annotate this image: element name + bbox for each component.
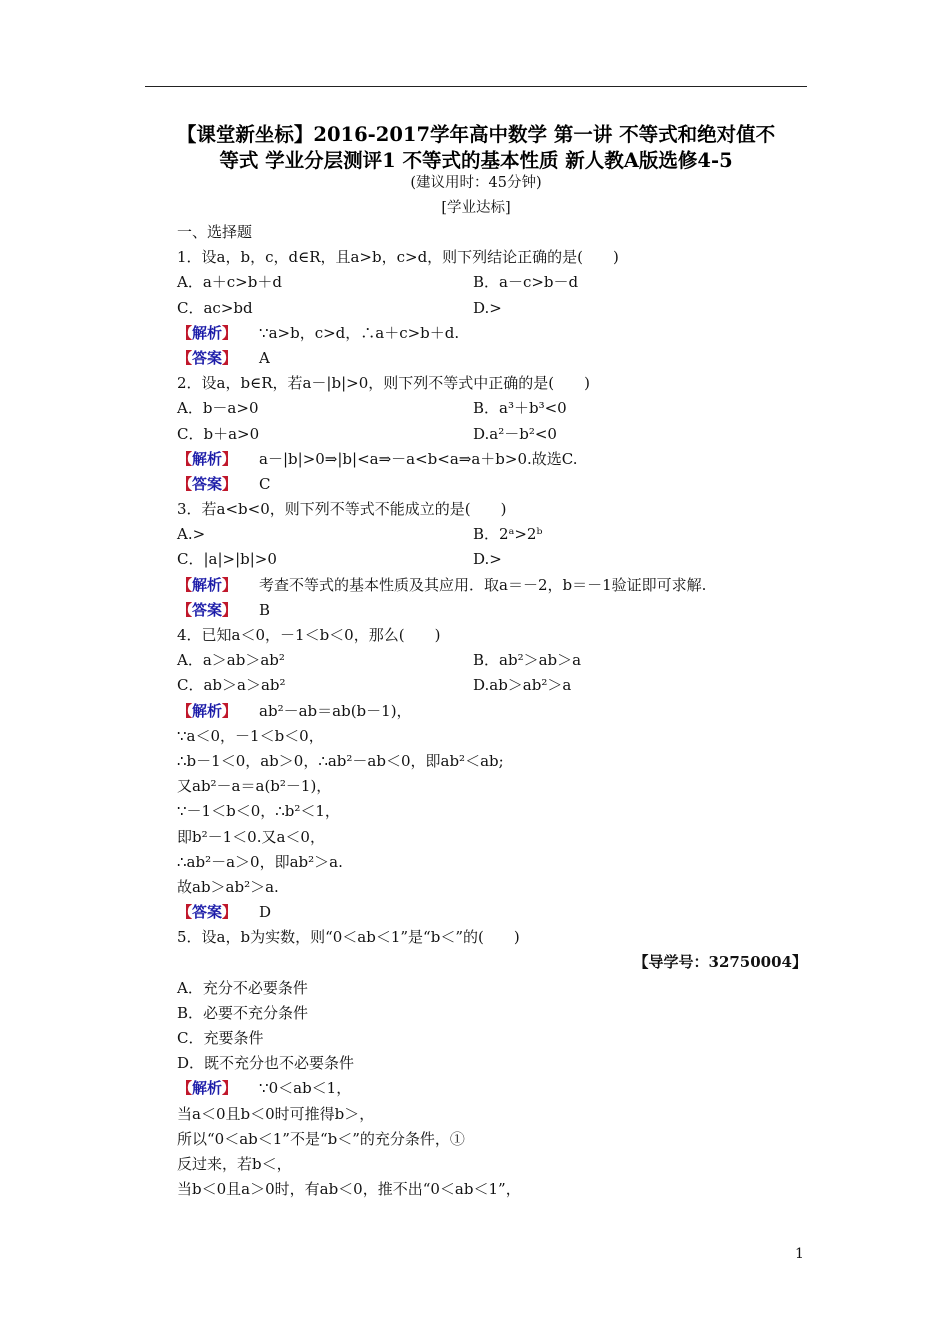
q5-option-b: B．必要不充分条件 (177, 1003, 309, 1022)
q5-option-c: C．充要条件 (177, 1029, 264, 1047)
q3-options-row-1 (177, 522, 807, 547)
q4-step-3: 又ab²－a＝a(b²－1)， (177, 777, 332, 796)
answer-label: 答案 (192, 600, 223, 619)
document-body (177, 220, 807, 1202)
bracket-open: 【 (177, 575, 193, 594)
q5-stem: 5．设a，b为实数，则“0＜ab＜1”是“b＜”的( ) (177, 928, 520, 947)
section-tag: [学业达标] (441, 200, 511, 216)
q4-option-b: B．ab²＞ab＞a (473, 651, 582, 670)
bracket-close: 】 (222, 600, 238, 619)
analysis-label: 解析 (192, 701, 223, 720)
q3-option-c: C．|a|>|b|>0 (177, 550, 277, 569)
q3-options-row-2 (177, 547, 807, 572)
q4-step-6: ∴ab²－a＞0，即ab²＞a. (177, 852, 343, 871)
q2-option-a: A．b－a>0 (177, 399, 259, 418)
q2-option-d: D.a²－b²<0 (473, 424, 557, 443)
answer-label: 答案 (192, 348, 223, 367)
q4-step-4: ∵－1＜b＜0，∴b²＜1， (177, 802, 340, 821)
analysis-label: 解析 (192, 575, 223, 594)
bracket-open: 【 (177, 600, 193, 619)
q1-option-c: C．ac>bd (177, 298, 253, 317)
q2-answer-text: C (259, 474, 271, 493)
q3-stem: 3．若a<b<0，则下列不等式不能成立的是( ) (177, 500, 507, 519)
q5-guide-row (177, 950, 807, 975)
q4-step-1: ∵a＜0，－1＜b＜0， (177, 726, 324, 745)
page-number: 1 (795, 1246, 804, 1262)
answer-label: 答案 (192, 474, 223, 493)
bracket-open: 【 (177, 903, 193, 922)
bracket-open: 【 (177, 449, 193, 468)
q5-step-3: 反过来，若b＜， (177, 1154, 292, 1173)
q4-stem: 4．已知a＜0，－1＜b＜0，那么( ) (177, 626, 441, 644)
bracket-close: 】 (222, 449, 238, 468)
q1-analysis-text: ∵a>b，c>d，∴a＋c>b＋d. (259, 323, 460, 342)
q1-answer-text: A (259, 348, 270, 367)
section-heading: 一、选择题 (177, 223, 253, 241)
bracket-close: 】 (222, 323, 238, 342)
q1-analysis (177, 321, 807, 346)
q4-options-row-1 (177, 648, 807, 673)
q2-answer (177, 472, 807, 497)
q2-options-row-2 (177, 422, 807, 447)
q4-analysis-text: ab²－ab＝ab(b－1)， (259, 701, 412, 720)
q2-analysis (177, 447, 807, 472)
bracket-close: 】 (222, 575, 238, 594)
bracket-close: 】 (222, 474, 238, 493)
q5-analysis-text: ∵0＜ab＜1， (259, 1079, 352, 1098)
bracket-close: 】 (222, 348, 238, 367)
q1-option-a: A．a＋c>b＋d (177, 273, 282, 292)
q5-option-a: A．充分不必要条件 (177, 978, 308, 997)
q1-options-row-2 (177, 296, 807, 321)
q2-analysis-text: a－|b|>0⇒|b|<a⇒－a<b<a⇒a＋b>0.故选C. (259, 449, 578, 468)
q5-analysis (177, 1076, 807, 1101)
q3-answer-text: B (259, 600, 271, 619)
answer-label: 答案 (192, 903, 223, 922)
q5-step-4: 当b＜0且a＞0时，有ab＜0，推不出“0＜ab＜1”， (177, 1180, 521, 1199)
bracket-open: 【 (177, 474, 193, 493)
bracket-open: 【 (177, 701, 193, 720)
q1-answer (177, 346, 807, 371)
guide-number: 【导学号：32750004】 (633, 953, 807, 972)
q4-option-d: D.ab＞ab²＞a (473, 676, 572, 695)
bracket-open: 【 (177, 323, 193, 342)
q1-option-b: B．a－c>b－d (473, 273, 579, 292)
q4-step-2: ∴b－1＜0，ab＞0，∴ab²－ab＜0，即ab²＜ab; (177, 751, 504, 770)
q3-option-d: D.> (473, 550, 502, 569)
q4-step-7: 故ab＞ab²＞a. (177, 877, 279, 896)
q1-option-d: D.> (473, 298, 502, 317)
q4-answer (177, 900, 807, 925)
q2-option-b: B．a³＋b³<0 (473, 399, 567, 418)
title-line-2: 等式 学业分层测评1 不等式的基本性质 新人教A版选修4-5 (219, 149, 733, 172)
q1-stem: 1．设a，b，c，d∈R，且a>b，c>d，则下列结论正确的是( ) (177, 248, 619, 267)
q4-step-5: 即b²－1＜0.又a＜0， (177, 827, 325, 846)
q4-option-a: A．a＞ab＞ab² (177, 651, 285, 670)
q4-answer-text: D (259, 903, 272, 922)
q4-option-c: C．ab＞a＞ab² (177, 676, 286, 695)
analysis-label: 解析 (192, 1079, 223, 1098)
q5-step-1: 当a＜0且b＜0时可推得b＞， (177, 1104, 375, 1123)
bracket-open: 【 (177, 348, 193, 367)
title-line-1: 【课堂新坐标】2016-2017学年高中数学 第一讲 不等式和绝对值不 (176, 123, 776, 146)
q2-option-c: C．b＋a>0 (177, 424, 260, 443)
header-rule (145, 86, 807, 87)
q5-option-d: D．既不充分也不必要条件 (177, 1054, 355, 1073)
bracket-close: 】 (222, 903, 238, 922)
q2-stem: 2．设a，b∈R，若a－|b|>0，则下列不等式中正确的是( ) (177, 374, 590, 393)
q3-answer (177, 598, 807, 623)
suggested-time: (建议用时：45分钟) (410, 175, 542, 191)
q4-options-row-2 (177, 673, 807, 698)
bracket-close: 】 (222, 1079, 238, 1098)
analysis-label: 解析 (192, 323, 223, 342)
q3-analysis-text: 考查不等式的基本性质及其应用．取a＝－2，b＝－1验证即可求解. (259, 575, 707, 594)
q3-analysis (177, 573, 807, 598)
q4-analysis (177, 699, 807, 724)
analysis-label: 解析 (192, 449, 223, 468)
q3-option-a: A.> (177, 525, 206, 544)
bracket-open: 【 (177, 1079, 193, 1098)
bracket-close: 】 (222, 701, 238, 720)
q5-step-2: 所以“0＜ab＜1”不是“b＜”的充分条件，① (177, 1129, 465, 1148)
q2-options-row-1 (177, 396, 807, 421)
document-title (145, 122, 807, 174)
q3-option-b: B．2ᵃ>2ᵇ (473, 525, 543, 544)
q1-options-row-1 (177, 270, 807, 295)
